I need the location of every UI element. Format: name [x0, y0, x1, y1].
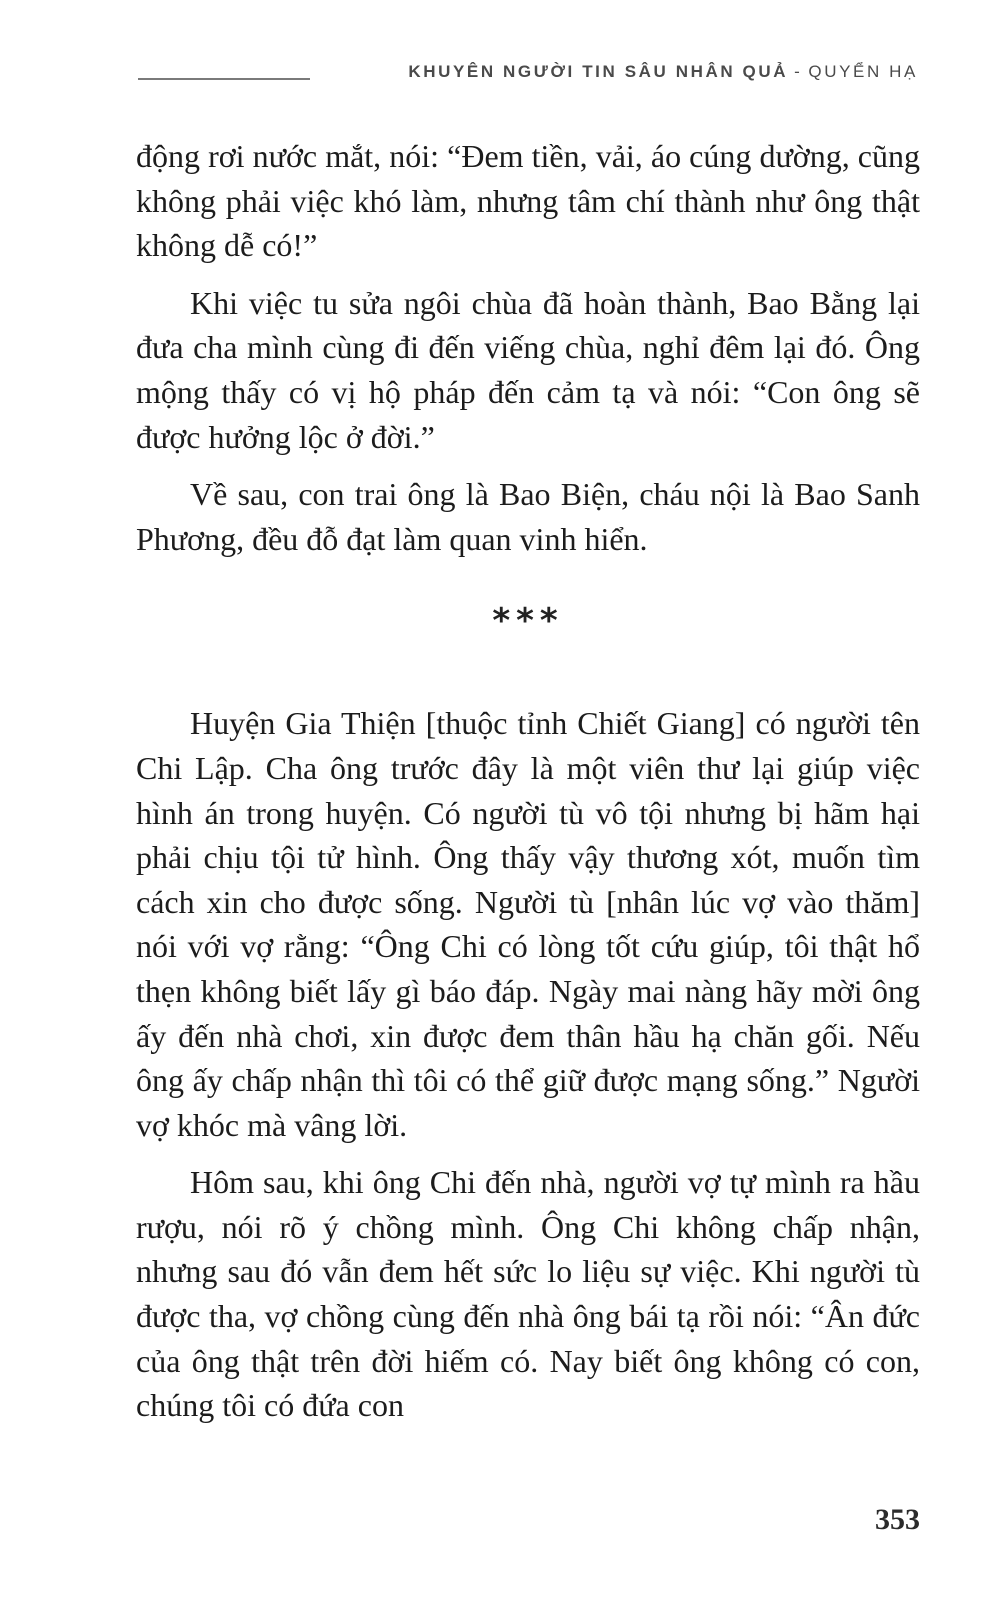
volume-label: QUYỂN HẠ — [808, 62, 918, 81]
book-title: KHUYÊN NGƯỜI TIN SÂU NHÂN QUẢ — [408, 62, 789, 81]
running-header — [138, 56, 918, 90]
header-rule — [138, 78, 310, 80]
paragraph: Hôm sau, khi ông Chi đến nhà, người vợ tự mình ra hầu rượu, nói rõ ý chồng mình. Ông Chi không chấp nhận, nhưng sau đó vẫn đem hết sức lo liệu sự việc. Khi người tù được tha, vợ chồng cùng đến nhà ông bái tạ rồi nói: “Ân đức của ông thật trên đời hiếm có. Nay biết ông không có con, chúng tôi có đứa con — [136, 1164, 920, 1424]
paragraph: Khi việc tu sửa ngôi chùa đã hoàn thành, Bao Bằng lại đưa cha mình cùng đi đến viếng chùa, nghỉ đêm lại đó. Ông mộng thấy có vị hộ pháp đến cảm tạ và nói: “Con ông sẽ được hưởng lộc ở đời.” — [136, 284, 920, 455]
running-head — [408, 62, 918, 82]
paragraph-continued: động rơi nước mắt, nói: “Đem tiền, vải, áo cúng dường, cũng không phải việc khó làm, nhưng tâm chí thành như ông thật không dễ có!” — [136, 138, 920, 264]
section-separator: *** — [492, 601, 564, 642]
page-number: 353 — [875, 1503, 920, 1536]
paragraph: Về sau, con trai ông là Bao Biện, cháu nội là Bao Sanh Phương, đều đỗ đạt làm quan vinh hiển. — [136, 476, 920, 557]
page-body — [136, 134, 920, 1428]
paragraph: Huyện Gia Thiện [thuộc tỉnh Chiết Giang] có người tên Chi Lập. Cha ông trước đây là một viên thư lại giúp việc hình án trong huyện. Có người tù vô tội nhưng bị hãm hại phải chịu tội tử hình. Ông thấy vậy thương xót, muốn tìm cách xin cho được sống. Người tù [nhân lúc vợ vào thăm] nói với vợ rằng: “Ông Chi có lòng tốt cứu giúp, tôi thật hổ thẹn không biết lấy gì báo đáp. Ngày mai nàng hãy mời ông ấy đến nhà chơi, xin được đem thân hầu hạ chăn gối. Nếu ông ấy chấp nhận thì tôi có thể giữ được mạng sống.” Người vợ khóc mà vâng lời. — [136, 705, 920, 1143]
header-separator: - — [794, 62, 803, 81]
